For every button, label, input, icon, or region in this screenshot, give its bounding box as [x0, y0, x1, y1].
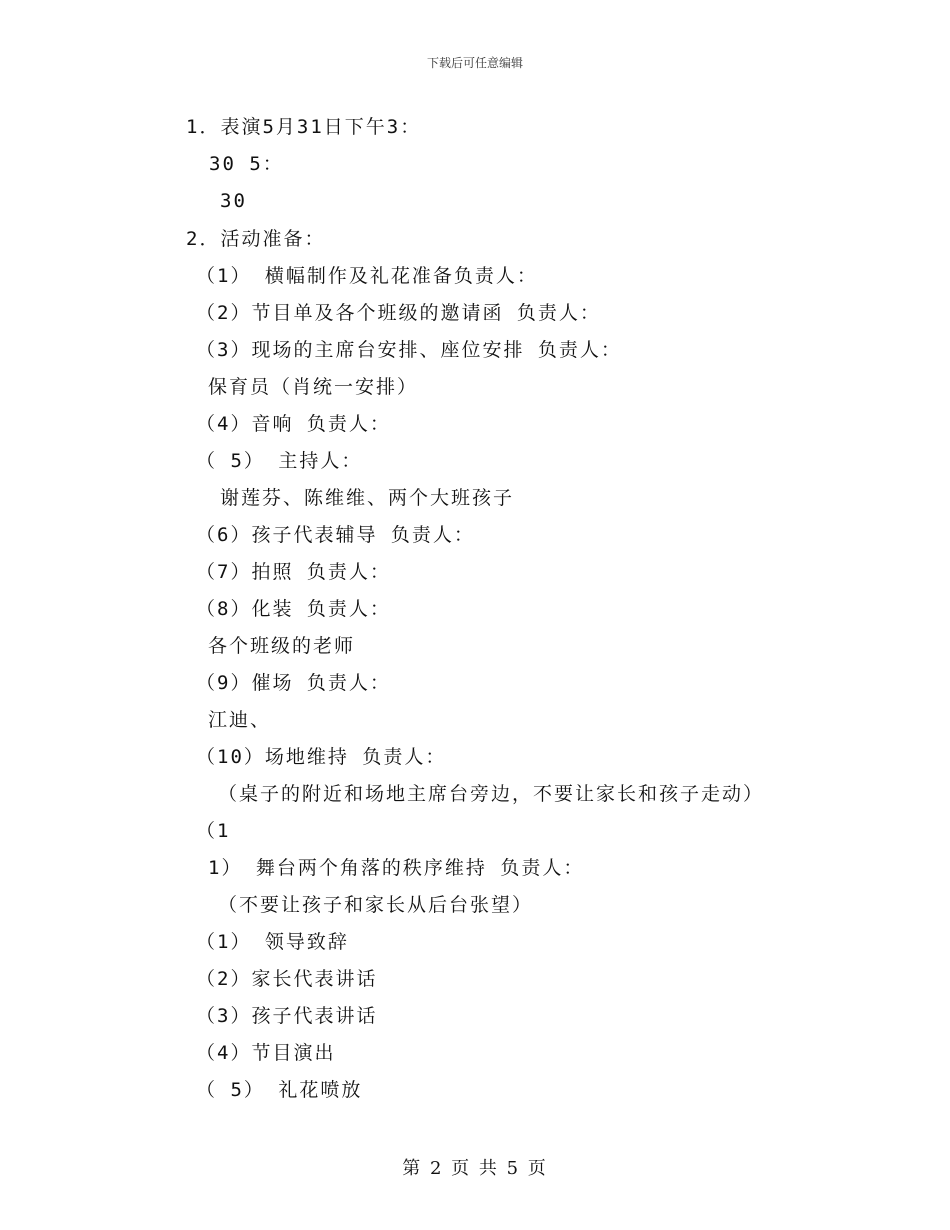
list-item: （1） 领导致辞: [196, 931, 349, 953]
list-item: （10）场地维持 负责人：: [196, 746, 447, 768]
list-item: （8）化装 负责人：: [196, 598, 391, 620]
list-item: （7）拍照 负责人：: [196, 561, 391, 583]
list-item: （不要让孩子和家长从后台张望）: [218, 894, 534, 916]
list-item: 30: [220, 190, 247, 212]
list-item: 30 5：: [209, 153, 284, 175]
list-item: （3）孩子代表讲话: [196, 1005, 378, 1027]
list-item: （3）现场的主席台安排、座位安排 负责人：: [196, 339, 622, 361]
list-item: （4）节目演出: [196, 1042, 336, 1064]
list-item: 保育员（肖统一安排）: [208, 376, 419, 398]
list-item: （4）音响 负责人：: [196, 413, 391, 435]
list-item: （ 5） 主持人：: [196, 450, 363, 472]
page-footer: 第 2 页 共 5 页: [402, 1158, 548, 1179]
list-item: （6）孩子代表辅导 负责人：: [196, 524, 475, 546]
list-item: （ 5） 礼花喷放: [196, 1079, 363, 1101]
list-item: 谢莲芬、陈维维、两个大班孩子: [220, 487, 515, 509]
list-item: 2．活动准备：: [186, 228, 326, 250]
list-item: 1．表演5月31日下午3：: [186, 116, 422, 138]
page-header: 下载后可任意编辑: [426, 56, 523, 70]
list-item: （9）催场 负责人：: [196, 672, 391, 694]
list-item: （1: [196, 820, 231, 842]
list-item: （1） 横幅制作及礼花准备负责人：: [196, 265, 538, 287]
list-item: 1） 舞台两个角落的秩序维持 负责人：: [208, 857, 585, 879]
list-item: （2）家长代表讲话: [196, 968, 378, 990]
list-item: （桌子的附近和场地主席台旁边，不要让家长和孩子走动）: [218, 783, 765, 805]
list-item: 江迪、: [208, 709, 272, 731]
list-item: （2）节目单及各个班级的邀请函 负责人：: [196, 302, 601, 324]
list-item: 各个班级的老师: [208, 635, 356, 657]
